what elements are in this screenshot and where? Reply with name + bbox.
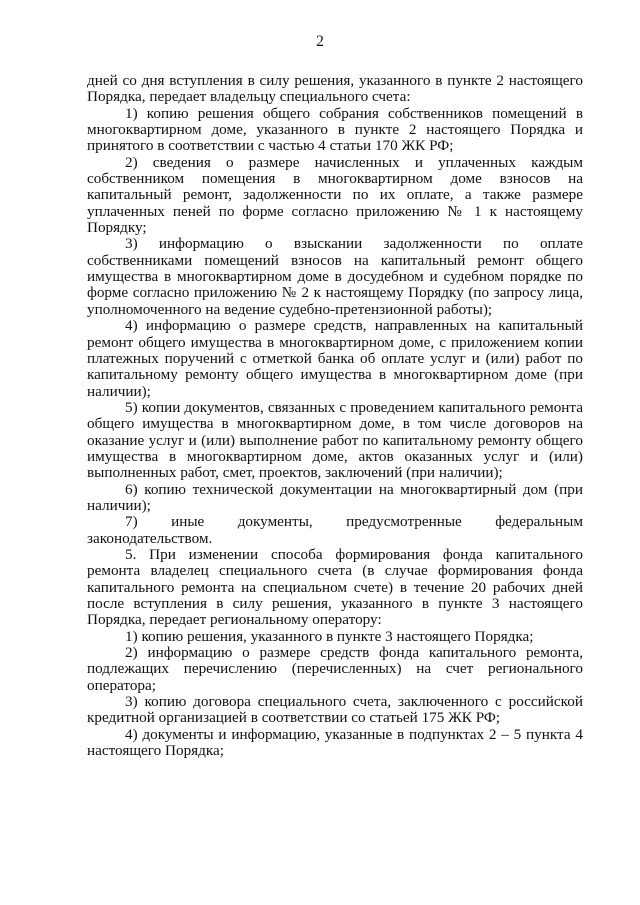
- list-item-4-7: 7) иные документы, предусмотренные федеральным законодательством.: [87, 513, 583, 547]
- list-item-4-3: 3) информацию о взыскании задолженности по оплате собственниками помещений взносов на капитальный ремонт общего имущества в многоквартирном доме в досудебном и судебном порядке по форме согласно приложению № 2 к настоящему Порядку (по запросу лица, уполномоченного на ведение судебно-претензионной работы);: [87, 235, 583, 318]
- list-item-5-2: 2) информацию о размере средств фонда капитального ремонта, подлежащих перечислению (перечисленных) на счет регионального оператора;: [87, 644, 583, 694]
- list-item-4-2: 2) сведения о размере начисленных и уплаченных каждым собственником помещения в многоквартирном доме взносов на капитальный ремонт, задолженности по их оплате, а также размере уплаченных пеней по форме согласно приложению № 1 к настоящему Порядку;: [87, 153, 583, 237]
- list-item-5-3: 3) копию договора специального счета, заключенного с российской кредитной организацией в соответствии со статьей 175 ЖК РФ;: [87, 693, 583, 727]
- section-5-paragraph: 5. При изменении способа формирования фонда капитального ремонта владелец специального счета (в случае формирования фонда капитального ремонта на специальном счете) в течение 20 рабочих дней после вступления в силу решения, указанного в пункте 3 настоящего Порядка, передает региональному оператору:: [87, 545, 583, 629]
- list-item-4-5: 5) копии документов, связанных с проведением капитального ремонта общего имущества в многоквартирном доме, в том числе договоров на оказание услуг и (или) выполнение работ по капитальному ремонту общего имущества в многоквартирном доме, актов оказанных услуг и (или) выполненных работ, смет, проектов, заключений (при наличии);: [87, 398, 583, 482]
- page-number: 2: [316, 33, 324, 50]
- document-body: [87, 73, 583, 759]
- list-item-5-4: 4) документы и информацию, указанные в подпунктах 2 – 5 пункта 4 настоящего Порядка;: [87, 725, 583, 760]
- list-item-4-6: 6) копию технической документации на многоквартирный дом (при наличии);: [87, 480, 583, 514]
- list-item-5-1: 1) копию решения, указанного в пункте 3 настоящего Порядка;: [125, 627, 534, 645]
- list-item-4-4: 4) информацию о размере средств, направленных на капитальный ремонт общего имущества в многоквартирном доме, с приложением копии платежных поручений с отметкой банка об оплате услуг и (или) работ по капитальному ремонту общего имущества в многоквартирном доме (при наличии);: [87, 317, 583, 400]
- paragraph-continuation: дней со дня вступления в силу решения, указанного в пункте 2 настоящего Порядка, передает владельцу специального счета:: [87, 72, 583, 106]
- list-item-4-1: 1) копию решения общего собрания собственников помещений в многоквартирном доме, указанного в пункте 2 настоящего Порядка и принятого в соответствии с частью 4 статьи 170 ЖК РФ;: [87, 104, 583, 155]
